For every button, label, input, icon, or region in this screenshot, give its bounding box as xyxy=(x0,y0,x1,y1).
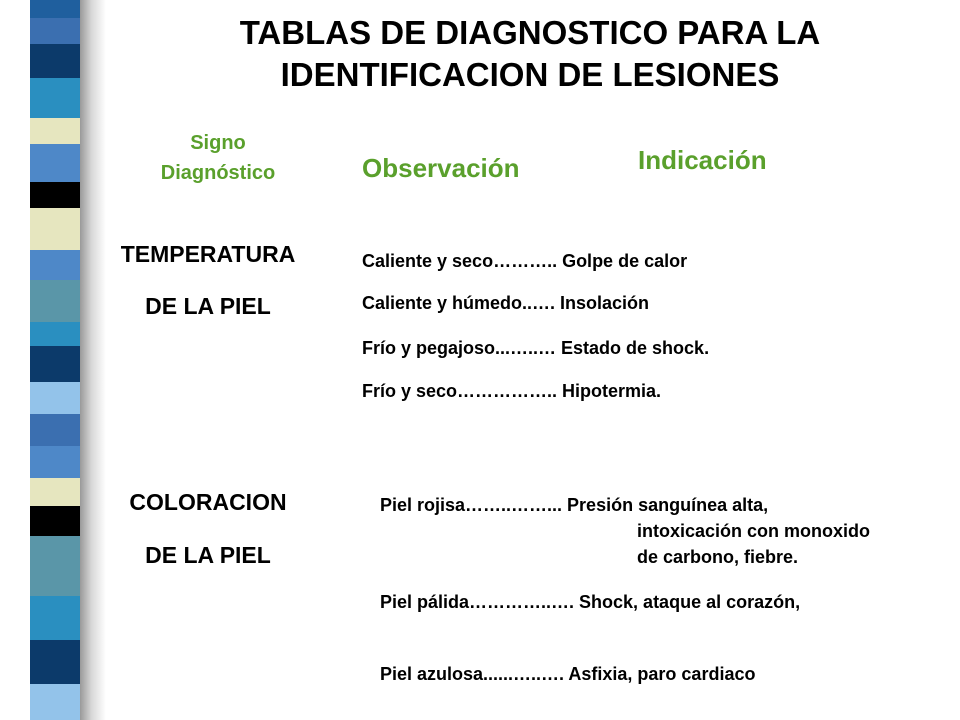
title-line-1: TABLAS DE DIAGNOSTICO PARA LA xyxy=(239,14,821,51)
stripe-block xyxy=(30,446,80,478)
observation-row-continuation: intoxicación con monoxido xyxy=(637,521,871,541)
stripe-block xyxy=(30,346,80,382)
observation-row: Caliente y seco……….. Golpe de calor xyxy=(362,251,688,271)
observation-row-continuation: de carbono, fiebre. xyxy=(637,547,799,567)
observation-row: Caliente y húmedo..…. Insolación xyxy=(362,293,650,313)
stripe-block xyxy=(30,596,80,640)
stripe-block xyxy=(30,478,80,506)
stripe-block xyxy=(30,208,80,250)
header-signo-diagnostico xyxy=(118,128,318,188)
stripe-block xyxy=(30,506,80,536)
header-indicacion: Indicación xyxy=(638,145,767,175)
sign-coloracion-line-1: COLORACION xyxy=(129,489,287,515)
stripe-block xyxy=(30,414,80,446)
observation-row: Piel pálida…………..…. Shock, ataque al corazón, xyxy=(380,592,801,612)
slide-title xyxy=(110,12,950,96)
stripe-block xyxy=(30,18,80,44)
observation-row: Frío y seco…………….. Hipotermia. xyxy=(362,381,662,401)
stripe-block xyxy=(30,536,80,596)
stripe-block xyxy=(30,640,80,684)
stripe-block xyxy=(30,684,80,720)
observation-row: Piel azulosa......…..…. Asfixia, paro cardiaco xyxy=(380,664,756,684)
observation-row: Piel rojisa……..……... Presión sanguínea alta, xyxy=(380,495,769,515)
stripe-block xyxy=(30,78,80,118)
header-signo-line-1: Signo xyxy=(190,132,246,154)
header-signo-line-2: Diagnóstico xyxy=(160,162,276,184)
stripe-block xyxy=(30,182,80,208)
header-observacion: Observación xyxy=(362,153,520,183)
sign-coloracion-line-2: DE LA PIEL xyxy=(145,542,271,568)
stripe-block xyxy=(30,118,80,144)
sign-temperatura-line-1: TEMPERATURA xyxy=(120,241,296,267)
observation-row: Frío y pegajoso...…..… Estado de shock. xyxy=(362,338,710,358)
stripe-block xyxy=(30,44,80,78)
sign-temperatura-line-2: DE LA PIEL xyxy=(145,293,271,319)
stripe-block xyxy=(30,322,80,346)
stripe-block xyxy=(30,382,80,414)
stripe-block xyxy=(30,250,80,280)
stripe-block xyxy=(30,0,80,18)
stripe-block xyxy=(30,280,80,322)
title-line-2: IDENTIFICACION DE LESIONES xyxy=(280,56,780,93)
stripe-shadow xyxy=(80,0,106,720)
stripe-block xyxy=(30,144,80,182)
decorative-stripe xyxy=(30,0,80,720)
